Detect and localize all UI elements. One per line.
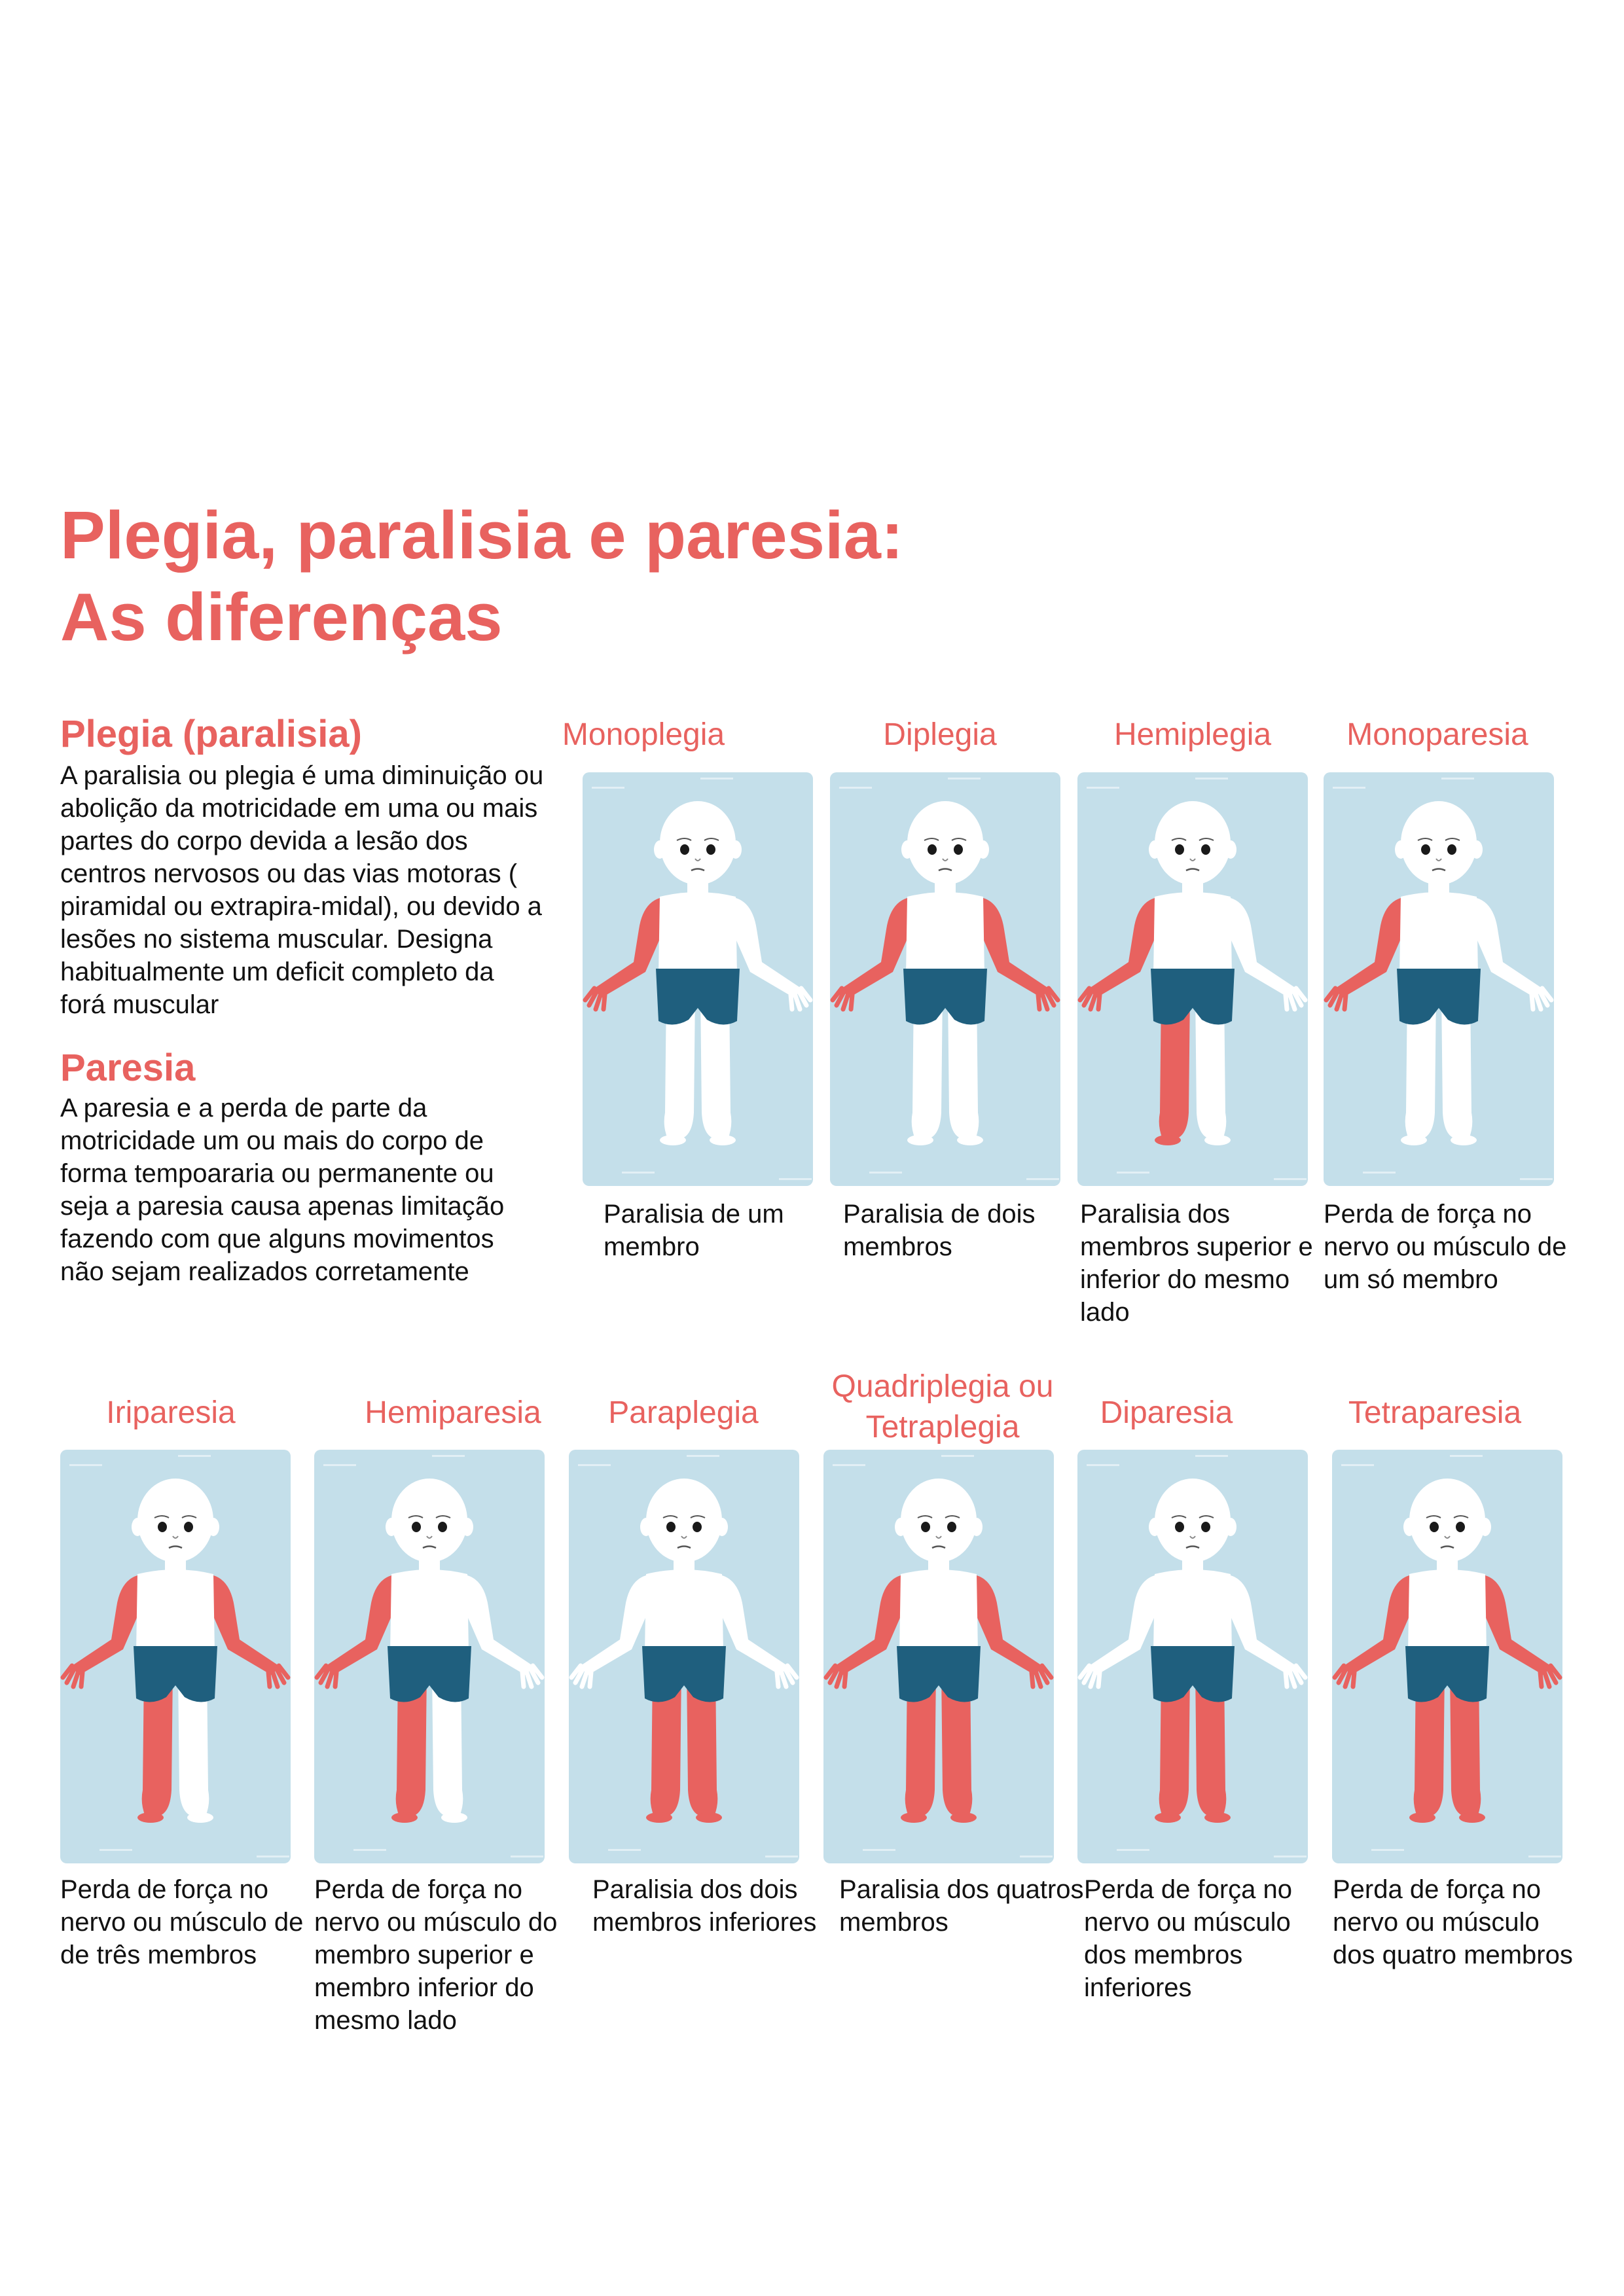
right-ear	[1395, 840, 1407, 859]
left-foot	[957, 1135, 983, 1145]
right-ear	[386, 1518, 397, 1536]
shorts	[1397, 969, 1481, 1025]
card-description: Perda de força no nervo ou músculo de de três membros	[60, 1875, 304, 1969]
shorts	[1405, 1646, 1489, 1702]
card-title	[812, 1367, 1074, 1448]
right-eye	[1430, 1522, 1439, 1532]
child-figure-panel	[1077, 772, 1308, 1186]
child-figure-illustration	[830, 772, 1060, 1186]
card-description: Perda de força no nervo ou músculo de um só membro	[1324, 1200, 1567, 1294]
left-arm	[466, 1575, 533, 1676]
right-eye	[412, 1522, 421, 1532]
child-figure-illustration	[823, 1450, 1054, 1863]
child-figure-panel	[583, 772, 813, 1186]
child-figure-panel	[314, 1450, 545, 1863]
left-foot	[1451, 1135, 1477, 1145]
head	[137, 1479, 213, 1562]
head	[901, 1479, 977, 1562]
shorts	[1151, 969, 1235, 1025]
right-ear	[1149, 840, 1161, 859]
left-arm	[1484, 1575, 1551, 1676]
left-ear	[1225, 840, 1236, 859]
head	[1409, 1479, 1485, 1562]
right-eye	[928, 844, 937, 855]
left-ear	[1479, 1518, 1491, 1536]
child-figure-illustration	[583, 772, 813, 1186]
right-arm	[1344, 1575, 1411, 1676]
right-eye	[158, 1522, 167, 1532]
card-title: Paraplegia	[608, 1395, 759, 1430]
shorts	[642, 1646, 726, 1702]
left-foot	[1459, 1812, 1485, 1823]
right-foot	[907, 1135, 933, 1145]
right-ear	[1403, 1518, 1415, 1536]
right-arm	[1335, 898, 1402, 998]
head	[660, 801, 736, 885]
left-ear	[1471, 840, 1483, 859]
card-title: Hemiplegia	[1113, 717, 1272, 752]
child-figure-illustration	[1077, 772, 1308, 1186]
shorts	[388, 1646, 471, 1702]
left-eye	[1456, 1522, 1465, 1532]
left-arm	[734, 898, 801, 998]
left-ear	[730, 840, 742, 859]
left-ear	[971, 1518, 983, 1536]
right-ear	[1149, 1518, 1161, 1536]
left-eye	[693, 1522, 702, 1532]
right-eye	[1175, 1522, 1184, 1532]
paresia-heading: Paresia	[60, 1047, 196, 1089]
child-figure-illustration	[1077, 1450, 1308, 1863]
card-title: Monoparesia	[1346, 717, 1528, 752]
card-description: Paralisia de dois membros	[843, 1200, 1036, 1261]
child-figure-panel	[830, 772, 1060, 1186]
child-figure-illustration	[60, 1450, 291, 1863]
page-title: Plegia, paralisia e paresia: As diferenças	[60, 497, 904, 655]
left-eye	[184, 1522, 193, 1532]
plegia-heading: Plegia (paralisia)	[60, 713, 362, 755]
child-figure-illustration	[1324, 772, 1554, 1186]
right-arm	[1089, 898, 1156, 998]
card-title: Monoplegia	[562, 717, 725, 752]
head	[1155, 801, 1231, 885]
right-eye	[680, 844, 689, 855]
left-ear	[461, 1518, 473, 1536]
right-eye	[1175, 844, 1184, 855]
right-ear	[132, 1518, 143, 1536]
right-arm	[594, 898, 661, 998]
left-eye	[706, 844, 715, 855]
right-eye	[1421, 844, 1430, 855]
left-arm	[721, 1575, 787, 1676]
child-figure-panel	[569, 1450, 799, 1863]
card-description: Perda de força no nervo ou músculo do membro superior e membro inferior do mesmo lado	[314, 1875, 558, 2035]
right-foot	[137, 1812, 164, 1823]
shorts	[1151, 1646, 1235, 1702]
torso	[1153, 1570, 1232, 1653]
torso	[390, 1570, 469, 1653]
left-arm	[1475, 898, 1542, 998]
right-arm	[581, 1575, 647, 1676]
child-figure-panel	[1077, 1450, 1308, 1863]
right-arm	[835, 1575, 902, 1676]
card-title: Diplegia	[883, 717, 997, 752]
torso	[659, 892, 737, 975]
left-foot	[1204, 1135, 1231, 1145]
shorts	[903, 969, 987, 1025]
left-eye	[1201, 1522, 1210, 1532]
shorts	[897, 1646, 981, 1702]
paresia-description: A paresia e a perda de parte da motricidade um ou mais do corpo de forma tempoararia ou permanente ou seja a paresia causa apenas limitação fazendo com que alguns movimentos não sejam realizados corretamente	[60, 1094, 505, 1286]
head	[646, 1479, 722, 1562]
right-foot	[646, 1812, 672, 1823]
right-arm	[326, 1575, 393, 1676]
shorts	[134, 1646, 217, 1702]
right-foot	[660, 1135, 686, 1145]
left-eye	[438, 1522, 447, 1532]
child-figure-illustration	[314, 1450, 545, 1863]
torso	[899, 1570, 978, 1653]
left-ear	[208, 1518, 219, 1536]
right-foot	[391, 1812, 418, 1823]
right-foot	[1155, 1812, 1181, 1823]
child-figure-panel	[60, 1450, 291, 1863]
left-arm	[212, 1575, 279, 1676]
right-ear	[640, 1518, 652, 1536]
left-arm	[1229, 1575, 1296, 1676]
right-ear	[895, 1518, 907, 1536]
right-arm	[72, 1575, 139, 1676]
card-description: Perda de força no nervo ou músculo dos quatro membros	[1333, 1875, 1573, 1969]
left-foot	[710, 1135, 736, 1145]
left-arm	[982, 898, 1049, 998]
left-arm	[975, 1575, 1042, 1676]
left-eye	[1447, 844, 1456, 855]
left-eye	[1201, 844, 1210, 855]
left-foot	[187, 1812, 213, 1823]
right-ear	[901, 840, 913, 859]
card-title: Tetraparesia	[1348, 1395, 1522, 1430]
head	[907, 801, 983, 885]
card-title: Hemiparesia	[365, 1395, 541, 1430]
card-description: Paralisia de um membro	[604, 1200, 784, 1261]
right-eye	[921, 1522, 930, 1532]
right-eye	[666, 1522, 676, 1532]
left-foot	[950, 1812, 977, 1823]
left-foot	[696, 1812, 722, 1823]
child-figure-panel	[1332, 1450, 1562, 1863]
torso	[136, 1570, 215, 1653]
torso	[1153, 892, 1232, 975]
torso	[645, 1570, 723, 1653]
left-foot	[441, 1812, 467, 1823]
child-figure-panel	[823, 1450, 1054, 1863]
left-ear	[716, 1518, 728, 1536]
card-description: Paralisia dos quatros membros	[839, 1875, 1084, 1937]
plegia-description: A paralisia ou plegia é uma diminuição ou abolição da motricidade em uma ou mais partes do corpo devida a lesão dos centros nervosos ou das vias motoras ( piramidal ou extrapira-midal), ou devido a lesões no sistema muscular. Designa habitualmente um deficit completo da forá muscular	[60, 761, 544, 1019]
card-description: Paralisia dos membros superior e inferior do mesmo lado	[1080, 1200, 1313, 1327]
child-figure-illustration	[1332, 1450, 1562, 1863]
left-ear	[1225, 1518, 1236, 1536]
card-description: Perda de força no nervo ou músculo dos membros inferiores	[1084, 1875, 1292, 2002]
left-eye	[954, 844, 963, 855]
card-description: Paralisia dos dois membros inferiores	[592, 1875, 817, 1937]
torso	[1399, 892, 1478, 975]
head	[391, 1479, 467, 1562]
right-arm	[1089, 1575, 1156, 1676]
head	[1155, 1479, 1231, 1562]
torso	[906, 892, 984, 975]
left-arm	[1229, 898, 1296, 998]
right-ear	[654, 840, 666, 859]
right-foot	[1401, 1135, 1427, 1145]
child-figure-illustration	[569, 1450, 799, 1863]
head	[1401, 801, 1477, 885]
right-foot	[901, 1812, 927, 1823]
right-arm	[842, 898, 909, 998]
torso	[1408, 1570, 1487, 1653]
right-foot	[1155, 1135, 1181, 1145]
left-foot	[1204, 1812, 1231, 1823]
shorts	[656, 969, 740, 1025]
child-figure-panel	[1324, 772, 1554, 1186]
left-eye	[947, 1522, 956, 1532]
card-title-text: Quadriplegia ou Tetraplegia	[831, 1369, 1054, 1444]
left-ear	[977, 840, 989, 859]
card-title: Diparesia	[1100, 1395, 1233, 1430]
card-title: Iriparesia	[106, 1395, 236, 1430]
right-foot	[1409, 1812, 1435, 1823]
